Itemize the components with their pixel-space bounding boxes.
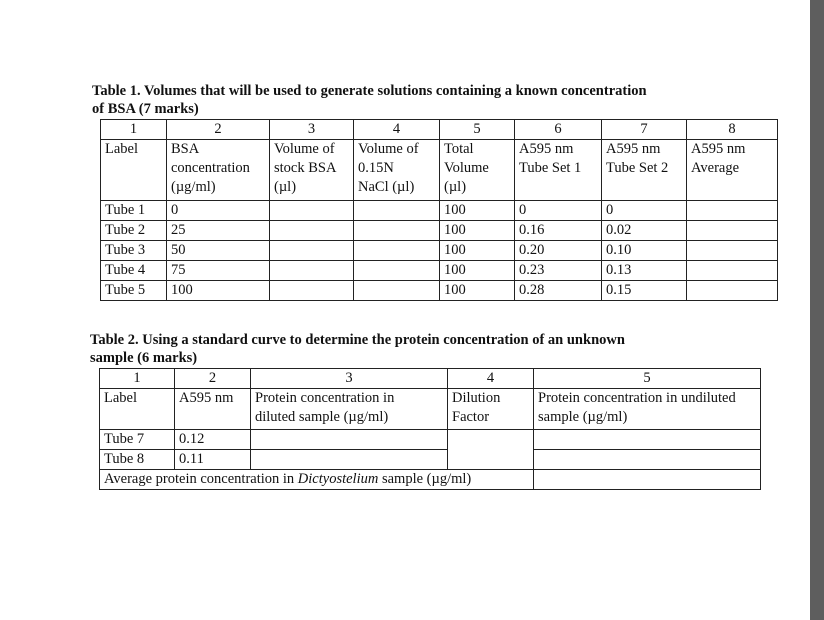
table-cell[interactable] [687,221,778,241]
header-bsa-concentration: BSA concentration (µg/ml) [167,140,270,201]
header-volume-stock-bsa: Volume of stock BSA (µl) [270,140,354,201]
header-a595-set2: A595 nm Tube Set 2 [602,140,687,201]
table-cell[interactable] [251,450,448,470]
table-cell: 0.23 [515,261,602,281]
table-cell: 0.16 [515,221,602,241]
col-number: 7 [602,120,687,140]
table-cell[interactable] [354,201,440,221]
table-row [101,281,778,301]
table-row [101,201,778,221]
table2-column-number-row [100,369,761,389]
table-cell: 0.13 [602,261,687,281]
table-cell: 100 [440,281,515,301]
col-number: 6 [515,120,602,140]
table-cell: 50 [167,241,270,261]
table-cell[interactable] [251,430,448,450]
table-cell[interactable] [270,221,354,241]
table-cell[interactable] [354,261,440,281]
table-row [100,430,761,450]
table1-caption-line1: Table 1. Volumes that will be used to generate solutions containing a known concentration [92,83,647,99]
average-value-cell[interactable] [534,470,761,490]
table-row [101,261,778,281]
table-cell: 0.28 [515,281,602,301]
col-number: 2 [175,369,251,389]
header-a595: A595 nm [175,389,251,430]
table-cell: 0 [515,201,602,221]
col-number: 5 [534,369,761,389]
table-cell: 0.20 [515,241,602,261]
table-cell[interactable] [687,201,778,221]
vertical-scrollbar[interactable] [810,0,824,620]
table-cell: 0.10 [602,241,687,261]
col-number: 1 [101,120,167,140]
header-undiluted-concentration: Protein concentration in undiluted sample (µg/ml) [534,389,761,430]
table-cell: 0.15 [602,281,687,301]
col-number: 1 [100,369,175,389]
table2-caption-line2: sample (6 marks) [90,350,198,366]
table-row-average [100,470,761,490]
table-cell[interactable] [270,281,354,301]
table2-header-row [100,389,761,430]
table-cell: Tube 2 [101,221,167,241]
table1-caption-line2: of BSA (7 marks) [92,101,199,117]
table-cell: 100 [440,201,515,221]
table-cell: 0.12 [175,430,251,450]
table-cell[interactable] [354,281,440,301]
col-number: 4 [354,120,440,140]
table1-column-number-row [101,120,778,140]
table2-caption [90,331,625,367]
table-cell: 75 [167,261,270,281]
table1-caption [92,82,647,118]
col-number: 8 [687,120,778,140]
table-cell: 25 [167,221,270,241]
table1-header-row [101,140,778,201]
table-cell: 0 [167,201,270,221]
table2-caption-line1: Table 2. Using a standard curve to determine the protein concentration of an unknown [90,332,625,348]
table1 [100,119,778,301]
table-cell: Tube 8 [100,450,175,470]
table-cell: 0 [602,201,687,221]
col-number: 4 [448,369,534,389]
header-label: Label [101,140,167,201]
table-cell[interactable] [687,261,778,281]
header-diluted-concentration: Protein concentration in diluted sample (µg/ml) [251,389,448,430]
table-cell[interactable] [534,430,761,450]
table-cell[interactable] [354,241,440,261]
table-cell: 100 [440,241,515,261]
header-a595-average: A595 nm Average [687,140,778,201]
table-cell: Tube 1 [101,201,167,221]
header-volume-nacl: Volume of 0.15N NaCl (µl) [354,140,440,201]
table-cell[interactable] [687,241,778,261]
table-cell: 100 [440,261,515,281]
table-cell: Tube 7 [100,430,175,450]
table-cell[interactable] [270,261,354,281]
table-row [100,450,761,470]
dilution-factor-cell[interactable] [448,430,534,470]
header-a595-set1: A595 nm Tube Set 1 [515,140,602,201]
table-cell: 0.02 [602,221,687,241]
table-cell: Tube 4 [101,261,167,281]
header-label: Label [100,389,175,430]
table-cell[interactable] [354,221,440,241]
table-cell[interactable] [687,281,778,301]
average-label-cell: Average protein concentration in Dictyostelium sample (µg/ml) [100,470,534,490]
table-cell[interactable] [534,450,761,470]
col-number: 5 [440,120,515,140]
header-total-volume: Total Volume (µl) [440,140,515,201]
table-cell[interactable] [270,201,354,221]
col-number: 3 [251,369,448,389]
table-cell: Tube 5 [101,281,167,301]
col-number: 3 [270,120,354,140]
table-cell: 0.11 [175,450,251,470]
table2 [99,368,761,490]
table-cell: 100 [167,281,270,301]
organism-name: Dictyostelium [297,471,379,487]
table-cell: 100 [440,221,515,241]
table-row [101,241,778,261]
table-cell: Tube 3 [101,241,167,261]
table-cell[interactable] [270,241,354,261]
table-row [101,221,778,241]
col-number: 2 [167,120,270,140]
header-dilution-factor: Dilution Factor [448,389,534,430]
